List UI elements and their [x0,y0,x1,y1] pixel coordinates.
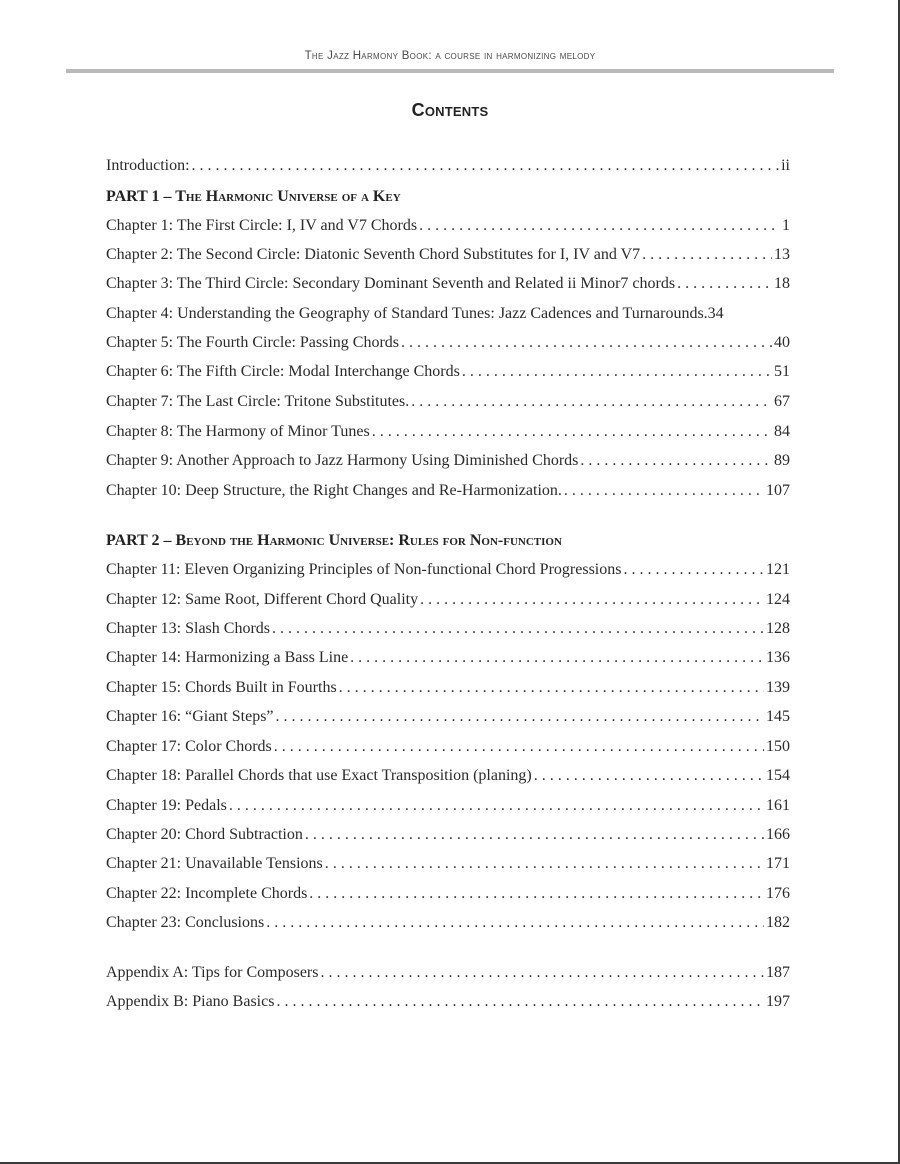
toc-entry-label: Chapter 7: The Last Circle: Tritone Substitutes. [106,393,410,410]
part1-heading: PART 1 – The Harmonic Universe of a Key [106,188,401,205]
dot-leader [580,450,772,472]
dot-leader [325,853,764,875]
toc-entry-page: 145 [766,708,790,725]
dot-leader [623,559,764,581]
dot-leader [272,618,764,640]
toc-entry-label: Chapter 4: Understanding the Geography of Standard Tunes: Jazz Cadences and Turnarounds. [106,305,708,322]
toc-entry[interactable] [106,332,790,354]
toc-entry-label: Chapter 8: The Harmony of Minor Tunes [106,423,370,440]
dot-leader [229,795,764,817]
toc-entry-label: Chapter 17: Color Chords [106,738,272,755]
toc-entry-label: Introduction: [106,157,190,174]
dot-leader [276,991,764,1013]
toc-entry-label: Chapter 13: Slash Chords [106,620,270,637]
toc-entry-label: Chapter 5: The Fourth Circle: Passing Chords [106,334,400,351]
dot-leader [401,332,772,354]
toc-entry-label: Chapter 14: Harmonizing a Bass Line [106,649,349,666]
toc-entry-label: Chapter 6: The Fifth Circle: Modal Interchange Chords [106,363,460,380]
dot-leader [677,273,772,295]
toc-entry-appendix-a[interactable] [106,962,790,984]
toc-entry-page: 40 [774,334,790,351]
toc-entry-page: 67 [774,393,790,410]
toc-entry[interactable] [106,824,790,846]
toc-entry-page: 187 [766,964,790,981]
toc-entry[interactable] [106,853,790,875]
toc-entry-page: 18 [774,275,790,292]
toc-entry-label: Chapter 1: The First Circle: I, IV and V7 Chords [106,217,418,234]
dot-leader [419,215,780,237]
toc-entry-label: Chapter 21: Unavailable Tensions [106,855,323,872]
toc-entry[interactable] [106,391,790,413]
dot-leader [372,421,772,443]
toc-entry-label: Chapter 2: The Second Circle: Diatonic Seventh Chord Substitutes for I, IV and V7 [106,246,641,263]
toc-entry-label: Chapter 15: Chords Built in Fourths [106,679,337,696]
toc-entry[interactable] [106,706,790,728]
dot-leader [320,962,764,984]
toc-entry[interactable] [106,303,790,325]
toc-entry[interactable] [106,912,790,934]
toc-entry-page: 89 [774,452,790,469]
toc-entry-label: Chapter 23: Conclusions [106,914,265,931]
toc-entry[interactable] [106,589,790,611]
running-header: The Jazz Harmony Book: a course in harmonizing melody [304,50,596,62]
toc-entry-page: 124 [766,591,790,608]
toc-entry-label: Chapter 22: Incomplete Chords [106,885,308,902]
toc-entry-label: Chapter 16: “Giant Steps” [106,708,274,725]
toc-entry[interactable] [106,421,790,443]
toc-entry-page: 197 [766,993,790,1010]
toc-entry-page: 84 [774,423,790,440]
toc-entry[interactable] [106,765,790,787]
toc-entry-label: Chapter 10: Deep Structure, the Right Changes and Re-Harmonization. [106,482,562,499]
toc-entry-label: Chapter 20: Chord Subtraction [106,826,303,843]
toc-entry-label: Chapter 19: Pedals [106,797,227,814]
toc-entry[interactable] [106,795,790,817]
toc-entry-page: 128 [766,620,790,637]
toc-entry-page: 161 [766,797,790,814]
dot-leader [642,244,772,266]
toc-entry-page: 13 [774,246,790,263]
toc-entry-page: 182 [766,914,790,931]
toc-entry-label: Chapter 3: The Third Circle: Secondary Dominant Seventh and Related ii Minor7 chords [106,275,676,292]
toc-entry-page: 107 [766,482,790,499]
dot-leader [305,824,764,846]
toc-entry[interactable] [106,883,790,905]
toc-entry-page: 150 [766,738,790,755]
toc-entry-label: Chapter 11: Eleven Organizing Principles of Non-functional Chord Progressions [106,561,622,578]
toc-entry-page: 121 [766,561,790,578]
toc-entry-page: 171 [766,855,790,872]
toc-entry[interactable] [106,480,790,502]
toc-entry[interactable] [106,618,790,640]
toc-entry-page: 1 [782,217,790,234]
toc-entry-appendix-b[interactable] [106,991,790,1013]
page-title: Contents [411,100,489,120]
dot-leader [309,883,764,905]
dot-leader [420,589,764,611]
header-rule [66,69,834,73]
dot-leader [564,480,764,502]
dot-leader [274,736,764,758]
toc-entry-page: 51 [774,363,790,380]
toc-entry-page: 176 [766,885,790,902]
toc-entry-introduction[interactable] [106,155,790,177]
dot-leader [350,647,764,669]
toc-entry-page: 166 [766,826,790,843]
dot-leader [276,706,764,728]
toc-entry[interactable] [106,450,790,472]
toc-entry[interactable] [106,244,790,266]
toc-entry-page: 139 [766,679,790,696]
toc-entry-label: Chapter 18: Parallel Chords that use Exact Transposition (planing) [106,767,532,784]
dot-leader [192,155,780,177]
toc-entry-label: Chapter 12: Same Root, Different Chord Quality [106,591,419,608]
toc-entry[interactable] [106,647,790,669]
toc-entry-page: 34 [707,305,724,322]
toc-entry-page: 154 [766,767,790,784]
toc-entry-page: 136 [766,649,790,666]
dot-leader [339,677,764,699]
toc-entry-label: Appendix B: Piano Basics [106,993,275,1010]
dot-leader [411,391,772,413]
part2-heading: PART 2 – Beyond the Harmonic Universe: Rules for Non-function [106,532,562,549]
dot-leader [266,912,764,934]
toc-entry[interactable] [106,736,790,758]
toc-entry[interactable] [106,559,790,581]
toc-entry-label: Chapter 9: Another Approach to Jazz Harmony Using Diminished Chords [106,452,579,469]
toc-entry[interactable] [106,361,790,383]
toc-entry-label: Appendix A: Tips for Composers [106,964,319,981]
dot-leader [534,765,764,787]
dot-leader [462,361,772,383]
toc-entry[interactable] [106,273,790,295]
toc-entry[interactable] [106,677,790,699]
toc-entry[interactable] [106,215,790,237]
toc-entry-page: ii [781,157,790,174]
